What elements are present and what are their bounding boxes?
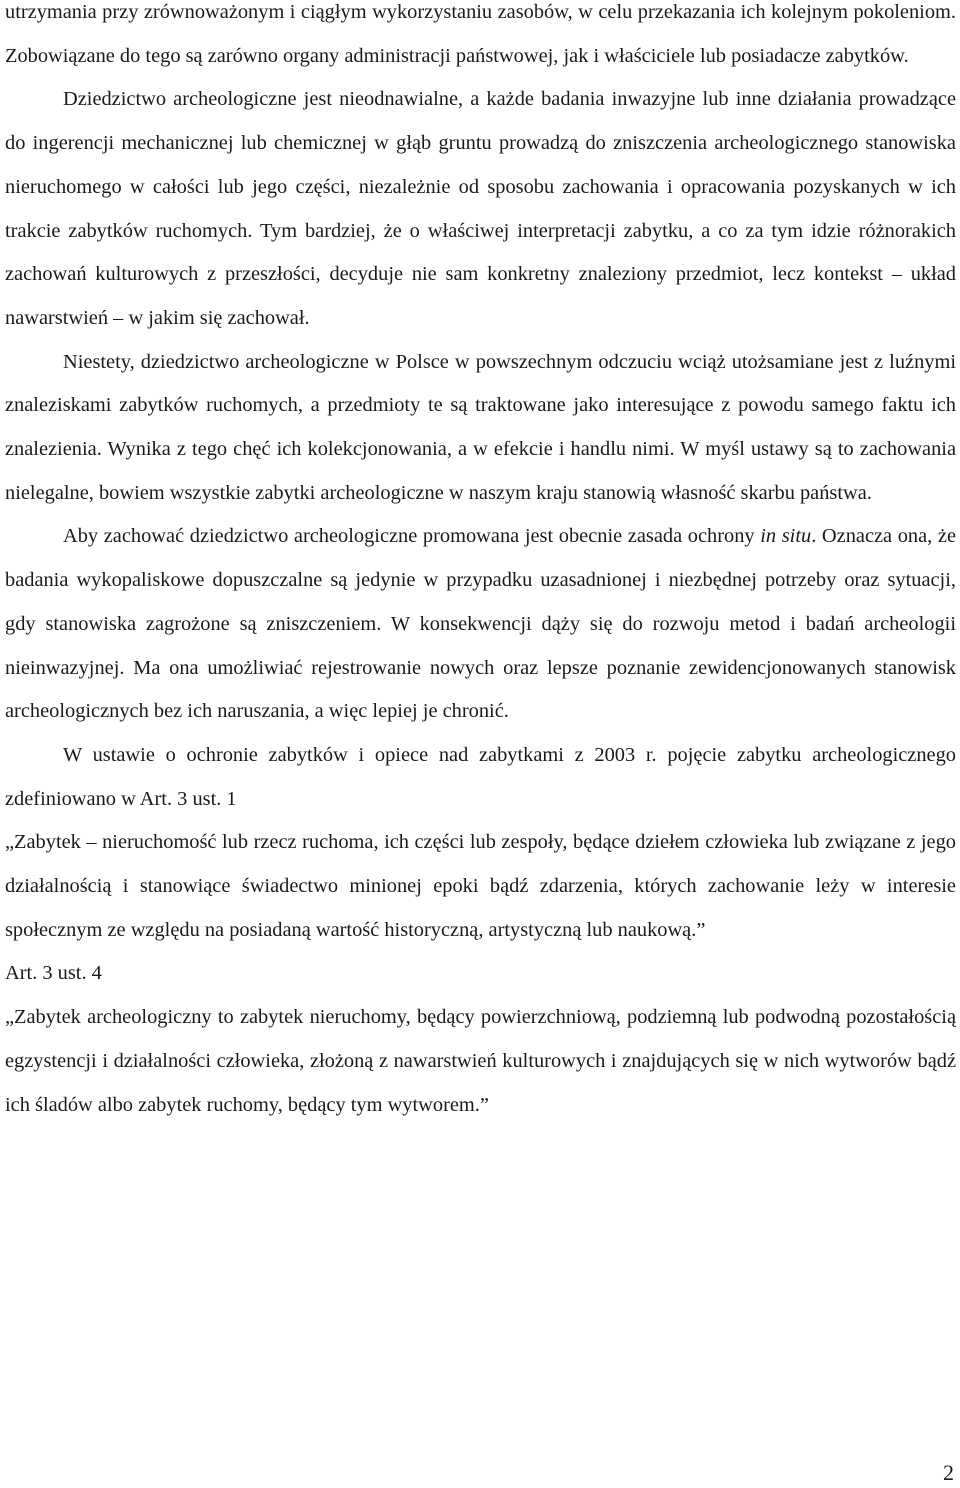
paragraph-in-situ-text-start: Aby zachować dziedzictwo archeologiczne promowana jest obecnie zasada ochrony <box>63 525 761 548</box>
paragraph-in-situ-text-end: . Oznacza ona, że badania wykopaliskowe dopuszczalne są jedynie w przypadku uzasadnionej i niezbędnej potrzeby oraz sytuacji, gdy stanowiska zagrożone są zniszczeniem. W konsekwencji dąży się do rozwoju metod i badań archeologii nieinwazyjnej. Ma ona umożliwiać rejestrowanie nowych oraz lepsze poznanie zewidencjonowanych stanowisk archeologicznych bez ich naruszania, a więc lepiej je chronić. <box>5 525 957 723</box>
document-page <box>5 0 956 1488</box>
paragraph-heritage-perception: Niestety, dziedzictwo archeologiczne w Polsce w powszechnym odczuciu wciąż utożsamiane jest z luźnymi znaleziskami zabytków ruchomych, a przedmioty te są traktowane jako interesujące z powodu samego faktu ich znalezienia. Wynika z tego chęć ich kolekcjonowania, a w efekcie i handlu nimi. W myśl ustawy są to zachowania nielegalne, bowiem wszystkie zabytki archeologiczne w naszym kraju stanowią własność skarbu państwa. <box>5 350 956 504</box>
paragraph-heritage-nonrenewable: Dziedzictwo archeologiczne jest nieodnawialne, a każde badania inwazyjne lub inne działania prowadzące do ingerencji mechanicznej lub chemicznej w głąb gruntu prowadzą do zniszczenia archeologicznego stanowiska nieruchomego w całości lub jego części, niezależnie od sposobu zachowania i opracowania pozyskanych w ich trakcie zabytków ruchomych. Tym bardziej, że o właściwej interpretacji zabytku, a co za tym idzie różnorakich zachowań kulturowych z przeszłości, decyduje nie sam konkretny znaleziony przedmiot, lecz kontekst – układ nawarstwień – w jakim się zachował. <box>5 88 956 329</box>
quote-art-3-ust-4: „Zabytek archeologiczny to zabytek nieruchomy, będący powierzchniową, podziemną lub podwodną pozostałością egzystencji i działalności człowieka, złożoną z nawarstwień kulturowych i znajdujących się w nich wytworów bądź ich śladów albo zabytek ruchomy, będący tym wytworem.” <box>5 1006 956 1116</box>
paragraph-continuation: utrzymania przy zrównoważonym i ciągłym wykorzystaniu zasobów, w celu przekazania ich kolejnym pokoleniom. Zobowiązane do tego są zarówno organy administracji państwowej, jak i właściciele lub posiadacze zabytków. <box>5 1 956 67</box>
paragraph-statute-reference: W ustawie o ochronie zabytków i opiece nad zabytkami z 2003 r. pojęcie zabytku archeologicznego zdefiniowano w Art. 3 ust. 1 <box>5 743 956 810</box>
paragraph-in-situ-protection <box>5 515 956 734</box>
document-body <box>5 0 956 1127</box>
article-reference: Art. 3 ust. 4 <box>5 962 102 985</box>
quote-art-3-ust-1: „Zabytek – nieruchomość lub rzecz ruchoma, ich części lub zespoły, będące dziełem człowieka lub związane z jego działalnością i stanowiące świadectwo minionej epoki bądź zdarzenia, których zachowanie leży w interesie społecznym ze względu na posiadaną wartość historyczną, artystyczną lub naukową.” <box>5 831 956 941</box>
page-number: 2 <box>943 1460 954 1485</box>
in-situ-term: in situ <box>760 525 812 548</box>
